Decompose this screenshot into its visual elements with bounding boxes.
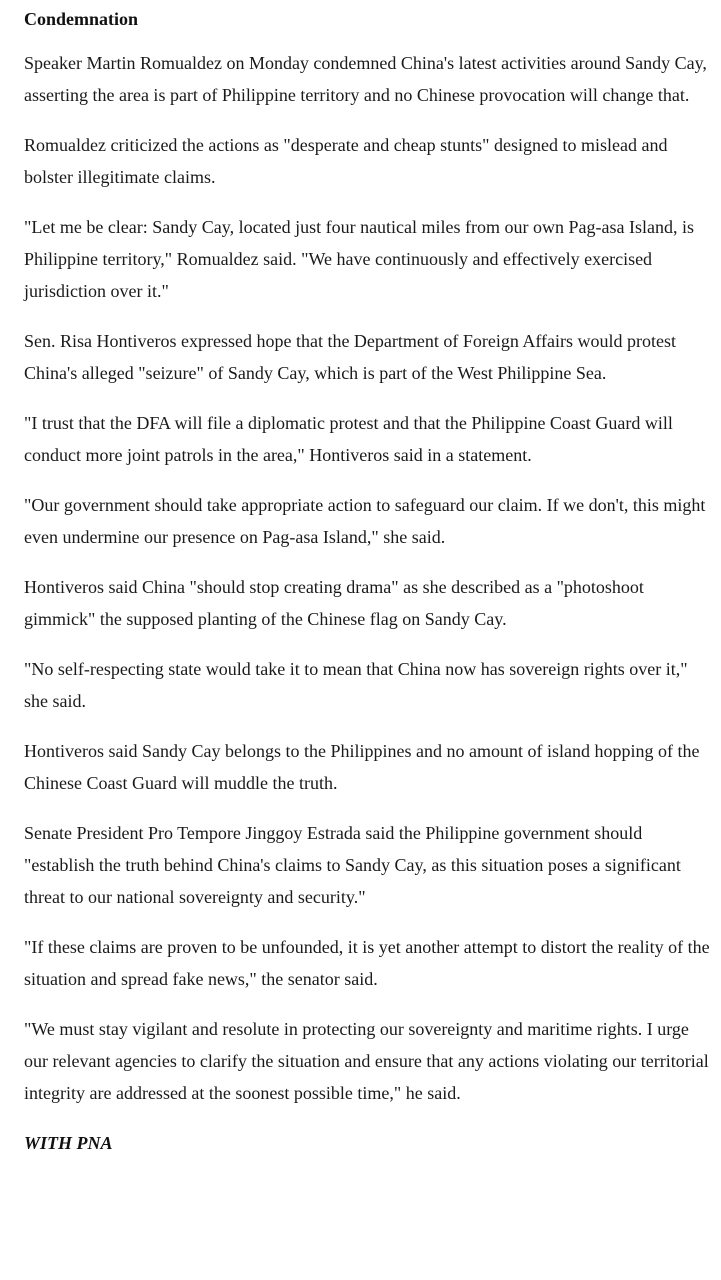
paragraph-1: Speaker Martin Romualdez on Monday condemned China's latest activities around Sandy Cay, asserting the area is part of Philippine territory and no Chinese provocation will change that. xyxy=(24,53,707,105)
paragraph-12: "We must stay vigilant and resolute in protecting our sovereignty and maritime rights. I urge our relevant agencies to clarify the situation and ensure that any actions violating our territorial integrity are addressed at the soonest possible time," he said. xyxy=(24,1019,709,1103)
paragraph-2: Romualdez criticized the actions as "desperate and cheap stunts" designed to mislead and bolster illegitimate claims. xyxy=(24,135,668,187)
paragraph-8: "No self-respecting state would take it to mean that China now has sovereign rights over it," she said. xyxy=(24,659,688,711)
paragraph-3: "Let me be clear: Sandy Cay, located just four nautical miles from our own Pag-asa Island, is Philippine territory," Romualdez said. "We have continuously and effectively exercised jurisdiction over it." xyxy=(24,217,694,301)
paragraph-4: Sen. Risa Hontiveros expressed hope that the Department of Foreign Affairs would protest China's alleged "seizure" of Sandy Cay, which is part of the West Philippine Sea. xyxy=(24,331,677,383)
paragraph-7: Hontiveros said China "should stop creating drama" as she described as a "photoshoot gimmick" the supposed planting of the Chinese flag on Sandy Cay. xyxy=(24,577,644,629)
section-heading: Condemnation xyxy=(24,9,139,29)
paragraph-9: Hontiveros said Sandy Cay belongs to the Philippines and no amount of island hopping of the Chinese Coast Guard will muddle the truth. xyxy=(24,741,700,793)
paragraph-11: "If these claims are proven to be unfounded, it is yet another attempt to distort the reality of the situation and spread fake news," the senator said. xyxy=(24,937,710,989)
paragraph-10: Senate President Pro Tempore Jinggoy Estrada said the Philippine government should "establish the truth behind China's claims to Sandy Cay, as this situation poses a significant threat to our national sovereignty and security." xyxy=(24,823,681,907)
byline: WITH PNA xyxy=(24,1133,113,1153)
paragraph-6: "Our government should take appropriate action to safeguard our claim. If we don't, this might even undermine our presence on Pag-asa Island," she said. xyxy=(24,495,706,547)
paragraph-5: "I trust that the DFA will file a diplomatic protest and that the Philippine Coast Guard will conduct more joint patrols in the area," Hontiveros said in a statement. xyxy=(24,413,673,465)
